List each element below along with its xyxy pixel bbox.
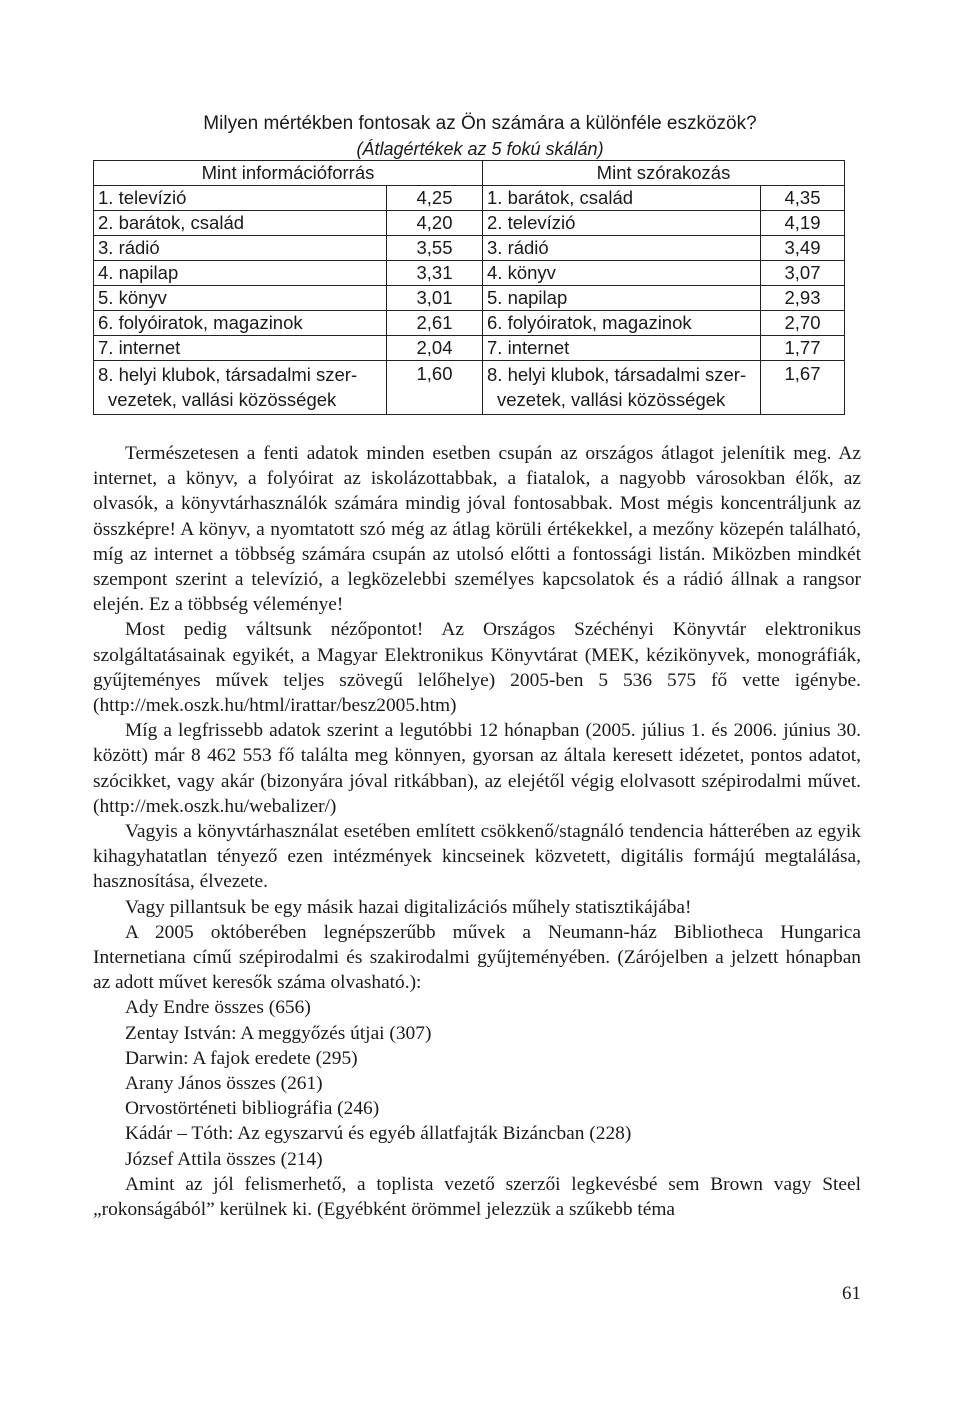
right-item: 6. folyóiratok, magazinok	[483, 311, 761, 336]
right-value: 4,35	[761, 186, 845, 211]
left-value: 1,60	[387, 361, 483, 415]
right-item: 3. rádió	[483, 236, 761, 261]
header-information-source: Mint információforrás	[94, 161, 483, 186]
table-row	[94, 311, 845, 336]
list-item: Kádár – Tóth: Az egyszarvú és egyéb állatfajták Bizáncban (228)	[125, 1123, 632, 1145]
list-item: Zentay István: A meggyőzés útjai (307)	[125, 1022, 432, 1044]
right-value: 2,93	[761, 286, 845, 311]
list-item: József Attila összes (214)	[125, 1148, 323, 1170]
left-item: 5. könyv	[94, 286, 387, 311]
left-value: 3,31	[387, 261, 483, 286]
right-value: 2,70	[761, 311, 845, 336]
paragraph: Vagy pillantsuk be egy másik hazai digitalizációs műhely statisztikájába!	[125, 896, 692, 918]
left-item: 4. napilap	[94, 261, 387, 286]
right-item: 7. internet	[483, 336, 761, 361]
header-entertainment: Mint szórakozás	[483, 161, 845, 186]
left-value: 4,20	[387, 211, 483, 236]
left-item: 6. folyóiratok, magazinok	[94, 311, 387, 336]
right-item	[483, 361, 761, 415]
left-item-line2: vezetek, vallási közösségek	[108, 389, 337, 410]
left-item: 7. internet	[94, 336, 387, 361]
table-row	[94, 186, 845, 211]
caption-title: Milyen mértékben fontosak az Ön számára a különféle eszközök?	[203, 113, 757, 134]
caption-subtitle: (Átlagértékek az 5 fokú skálán)	[356, 139, 604, 159]
body-text	[93, 441, 861, 1222]
right-item: 2. televízió	[483, 211, 761, 236]
right-value: 1,77	[761, 336, 845, 361]
ranking-table	[93, 160, 845, 415]
left-value: 2,04	[387, 336, 483, 361]
right-item: 5. napilap	[483, 286, 761, 311]
table-row	[94, 236, 845, 261]
table-row	[94, 286, 845, 311]
right-value: 3,49	[761, 236, 845, 261]
list-item: Orvostörténeti bibliográfia (246)	[125, 1098, 380, 1120]
paragraph: Most pedig váltsunk nézőpontot! Az Országos Széchényi Könyvtár elektronikus szolgáltatásainak egyikét, a Magyar Elektronikus Könyvtárat (MEK, kézikönyvek, monográfiák, gyűjteményes művek teljes szövegű lelőhelye) 2005-ben 5 536 575 fő vette igénybe. (http://mek.oszk.hu/html/irattar/besz2005.htm)	[93, 619, 861, 717]
left-value: 4,25	[387, 186, 483, 211]
right-item: 1. barátok, család	[483, 186, 761, 211]
left-item	[94, 361, 387, 415]
paragraph: A 2005 októberében legnépszerűbb művek a Neumann-ház Bibliotheca Hungarica Internetiana című szépirodalmi és szakirodalmi gyűjteményében. (Zárójelben a jelzett hónapban az adott művet keresők száma olvasható.):	[93, 921, 861, 994]
paragraph: Vagyis a könyvtárhasználat esetében említett csökkenő/stagnáló tendencia hátterében az egyik kihagyhatatlan tényező ezen intézmények kincseinek közvetett, digitális formájú megtalálása, hasznosítása, élvezete.	[93, 821, 861, 893]
toplist	[93, 995, 861, 1171]
left-value: 2,61	[387, 311, 483, 336]
right-item: 4. könyv	[483, 261, 761, 286]
right-value: 1,67	[761, 361, 845, 415]
list-item: Darwin: A fajok eredete (295)	[125, 1047, 358, 1069]
paragraph: Természetesen a fenti adatok minden esetben csupán az országos átlagot jelenítik meg. Az internet, a könyv, a folyóirat az iskolázottabbak, a fiatalok, a nagyobb városokban élők, az olvasók, a könyvtárhasználók számára mindig jóval fontosabbak. Most mégis koncentráljunk az összképre! A könyv, a nyomtatott szó még az átlag körüli értékekkel, a mezőny közepén található, míg az internet a többség számára csupán az utolsó előtti a fontossági listán. Miközben mindkét szempont szerint a televízió, a legközelebbi személyes kapcsolatok és a rádió állnak a rangsor elején. Ez a többség véleménye!	[93, 443, 861, 616]
paragraph: Míg a legfrissebb adatok szerint a legutóbbi 12 hónapban (2005. július 1. és 2006. június 30. között) már 8 462 553 fő találta meg könnyen, gyorsan az általa keresett idézetet, pontos adatot, szócikket, vagy akár (bizonyára jóval ritkábban), az elejétől végig elolvasott szépirodalmi művet. (http://mek.oszk.hu/webalizer/)	[93, 720, 861, 817]
right-value: 3,07	[761, 261, 845, 286]
table-row	[94, 261, 845, 286]
right-value: 4,19	[761, 211, 845, 236]
left-item: 3. rádió	[94, 236, 387, 261]
list-item: Ady Endre összes (656)	[125, 997, 311, 1019]
left-value: 3,55	[387, 236, 483, 261]
table-row	[94, 336, 845, 361]
list-item: Arany János összes (261)	[125, 1073, 323, 1095]
table-row	[94, 211, 845, 236]
paragraph: Amint az jól felismerhető, a toplista vezető szerzői legkevésbé sem Brown vagy Steel „rokonságából” kerülnek ki. (Egyébként örömmel jelezzük a szűkebb téma	[93, 1173, 861, 1221]
table-row	[94, 361, 845, 415]
left-item: 1. televízió	[94, 186, 387, 211]
table-body	[94, 186, 845, 415]
left-item-line1: 8. helyi klubok, társadalmi szer-	[98, 364, 358, 385]
left-value: 3,01	[387, 286, 483, 311]
right-item-line2: vezetek, vallási közösségek	[497, 389, 726, 410]
page-number: 61	[842, 1283, 861, 1304]
table-header-row	[94, 161, 845, 186]
left-item: 2. barátok, család	[94, 211, 387, 236]
right-item-line1: 8. helyi klubok, társadalmi szer-	[487, 364, 747, 385]
